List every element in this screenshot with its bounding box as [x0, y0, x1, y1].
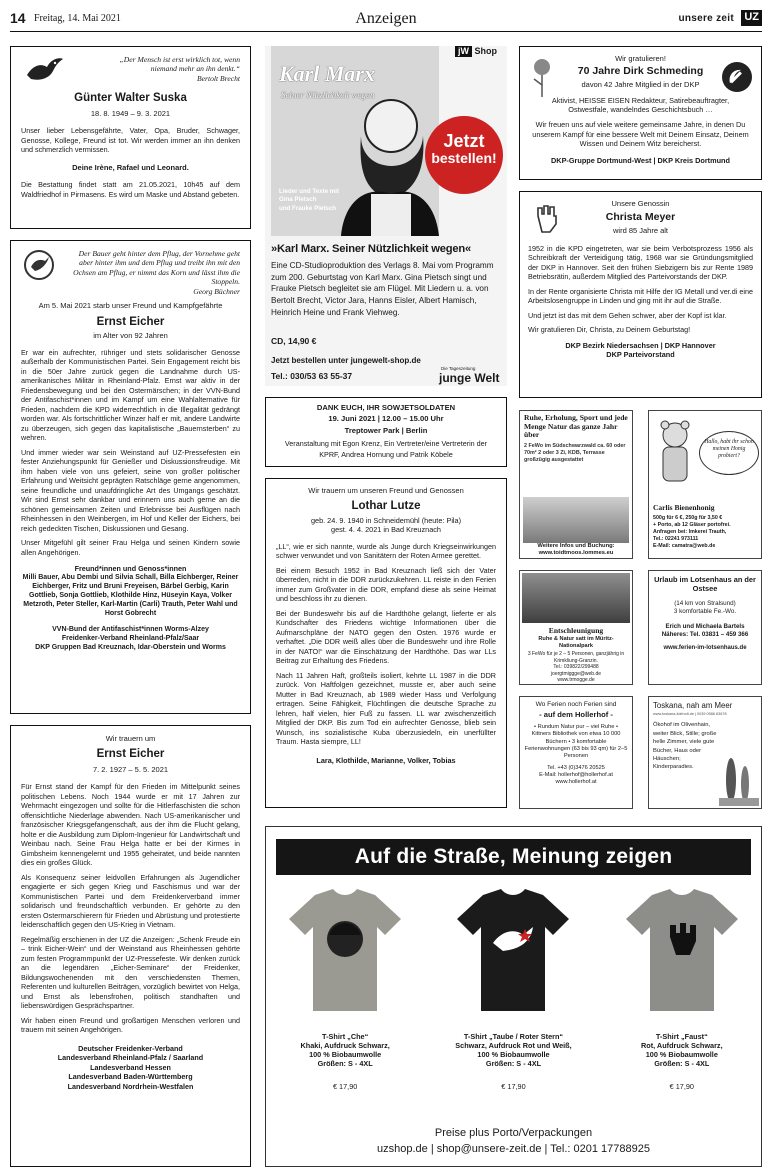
tshirt-che-sizes: Größen: S - 4XL	[317, 1059, 373, 1069]
schmeding-tags: Aktivist, HEISSE EISEN Redakteur, Satirebeauftragter, Ostwestfale, wandelndes Geschichtsbuch …	[551, 95, 730, 114]
eicher1-text-3: Unser Mitgefühl gilt seiner Frau Helga und seinen Kindern sowie allen Angehörigen.	[21, 538, 240, 557]
meyer-text-1: 1952 in die KPD eingetreten, war sie beim Verbotsprozess 1956 als Schreibkraft der Verteidigung tätig, 1968 war sie Gründungsmitglied der DKP in Hannover. Seit den frühen Siebzigern bis zur Rente 1989 Betriebsrätin, außerdem Mitglied des Parteivorstands der DKP.	[528, 243, 753, 282]
hollerhof-title: Wo Ferien noch Ferien sind	[535, 701, 617, 708]
cypress-trees-image	[719, 746, 759, 806]
sowjet-body: Veranstaltung mit Egon Krenz, Ein Vertreter/eine Vertreterin der KPRF, Andrea Hornung und Patrik Köbele	[284, 439, 488, 459]
tshirt-faust-sizes: Größen: S - 4XL	[654, 1059, 710, 1069]
eicher1-name: Ernst Eicher	[96, 315, 165, 328]
tshirt-taube-price: € 17,90	[501, 1082, 526, 1092]
eicher2-name: Ernst Eicher	[96, 748, 165, 761]
lotsen-web[interactable]: www.ferien-im-lotsenhaus.de	[663, 644, 747, 651]
meyer-text-4: Wir gratulieren Dir, Christa, zu Deinem Geburtstag!	[528, 325, 691, 335]
ruhe-text: 2 FeWo im Südschwarzwald ca. 60 oder 70m² 2 oder 3 Zi, KDB, Terrasse großzügig ausgestattet	[524, 443, 626, 463]
honig-bubble: Hallo, habt ihr schon meinen Honig probiert?	[699, 431, 759, 475]
toskana-text: Ökohof im Olivenhain, weiter Blick, Stille; große helle Zimmer, viele gute Bücher, Haus oder Häuschen; Kinderparadies.	[653, 722, 717, 771]
tshirt-che-image	[285, 885, 405, 1015]
tshirt-item-che[interactable]	[270, 885, 420, 1115]
tshirt-faust-fabric: 100 % Biobaumwolle	[645, 1050, 718, 1060]
meyer-text-2: In der Rente organisierte Christa mit Hilfe der IG Metall und ver.di eine Arbeitslosengruppe in Linden und ging mit ihr auf die Straße.	[528, 286, 753, 306]
entsch-title: Entschleunigung	[548, 626, 604, 635]
eicher1-friends-heading: Freund*innen und Genoss*innen	[74, 564, 187, 574]
eicher2-text-1: Für Ernst stand der Kampf für den Frieden im Mittelpunkt seines politischen Lebens. Noch 1944 wurde er mit 17 Jahren zur Wehrmacht eingezogen und sollte für die Hitlerfaschisten die schon offensichtliche Niederlage abwenden. Nach US-amerikanischer und französischer Kriegsgefangenschaft, aus der ihm die Flucht gelang, holte er die Ausbildung zum Diplom-Ingenieur für Landwirtschaft und Weinbau nach. Seine Frau Helga hatte er bei der Kirmes in Gimbsheim kennengelernt und 1955 geheiratet, und beide nannten dies ein großes Glück.	[21, 782, 240, 868]
lutze-text-2: Bei einem Besuch 1952 in Bad Kreuznach ließ sich der Vater überreden, nicht in die DDR zurückzukehren. LL reiste in den Ferien immer zum Großvater in die DDR, empfand diese als seine Heimat und beschloss ihr zu dienen.	[276, 565, 496, 604]
eicher1-intro: Am 5. Mai 2021 starb unser Freund und Kampfgefährte	[38, 301, 223, 311]
tshirt-taube-desc: Schwarz, Aufdruck Rot und Weiß,	[455, 1041, 572, 1051]
lotsen-sub: (14 km von Stralsund) 3 komfortable Fe.-Wo.	[673, 599, 737, 615]
marx-cover-title: Karl Marx	[279, 61, 375, 86]
hollerhof-contact: Tel. +43 (0)3476 20525 E-Mail: hollerhof@hollerhof.at www.hollerhof.at	[539, 764, 613, 786]
honig-name: Carlis Bienenhonig	[653, 503, 715, 512]
jw-shop-logo	[455, 46, 497, 57]
greeting-meyer	[519, 191, 762, 398]
tshirt-che-name: T-Shirt „Che“	[322, 1032, 369, 1041]
eicher2-text-4: Wir haben einen Freund und großartigen Menschen verloren und trauern mit seinen Angehörigen.	[21, 1015, 240, 1035]
ruhe-photo	[523, 497, 629, 543]
schmeding-intro: Wir gratulieren!	[615, 54, 666, 63]
sowjet-date: 19. Juni 2021 | 12.00 – 15.00 Uhr	[328, 414, 444, 424]
fist-icon	[532, 202, 562, 234]
marx-order: Jetzt bestellen unter jungewelt-shop.de	[271, 356, 421, 365]
bear-mascot	[653, 417, 697, 491]
lutze-text-1: „LL“, wie er sich nannte, wurde als Junge durch Kriegseinwirkungen schwer verwundet und von Sanitätern der Roten Armee gerettet.	[276, 541, 496, 561]
marx-cover	[271, 46, 439, 236]
meyer-name: Christa Meyer	[605, 211, 676, 224]
ad-ruhe-erholung[interactable]	[519, 410, 633, 559]
obituary-lutze	[265, 478, 507, 808]
eicher2-intro: Wir trauern um	[105, 734, 156, 743]
tshirt-faust-image	[622, 885, 742, 1015]
suska-funeral: Die Bestattung findet statt am 21.05.2021, 10h45 auf dem Waldfriedhof in Pirmasens. Es wird um Maske und Abstand gebeten.	[21, 180, 240, 199]
suska-signers: Deine Irène, Rafael und Leonard.	[72, 162, 189, 172]
peace-dove-icon	[23, 249, 55, 281]
tshirt-item-faust[interactable]	[607, 885, 757, 1115]
tshirt-item-taube[interactable]	[428, 885, 598, 1115]
obituary-suska	[10, 46, 251, 229]
ad-lotsenhaus[interactable]	[648, 570, 762, 685]
tshirt-footer-note: Preise plus Porto/Verpackungen	[434, 1127, 593, 1139]
eicher1-text-2: Und immer wieder war sein Weinstand auf UZ-Pressefesten ein fester Anziehungspunkt für Genießer und Diskussionsfreudige. Mit ihm haben viele von uns gefeiert, seine von großer politischer Erfahrung und Weitsicht geprägten Ratschläge gerne angenommen, seine freundliche und unaufdringliche Art des Umgangs geschätzt. Wir sind Ernst sehr dankbar und erinnern uns auch gerne an die schönen gemeinsamen Zeiten und Erlebnisse bei Ausflügen nach Rheinhessen in den Weinbergen, im Hof und Keller der Eichers, bei reich gedeckten Tischen, Diskussionen und Gesang.	[21, 447, 240, 533]
eicher1-text-1: Er war ein aufrechter, rühriger und stets solidarischer Genosse außerhalb der Kommunistischen Partei. Sein Engagement reicht bis in die 50er Jahre zurück gegen die Landnahme durch US-amerikanisches Militär in Rheinland-Pfalz. Ernst war aktiv in der Friedensbewegung und bei den Ostermärschen; in der VVN-Bund der Antifaschist*innen und im Kampf um eine Wahlalternative für Frieden, nachdem die KPD widerrechtlich in die Illegalität gedrängt worden war. Als fortschrittlicher Winzer half er mit, andere Landwirte zu überzeugen, sich gegen das kapitalistische „Bauernsterben“ zu wehren.	[21, 347, 240, 443]
suska-quote: „Der Mensch ist erst wirklich tot, wenn niemand mehr an ihn denkt.“	[119, 55, 240, 74]
ruhe-title: Ruhe, Erholung, Sport und jede Menge Natur das ganze Jahr über	[524, 413, 628, 440]
meyer-intro: Unsere Genossin	[611, 199, 670, 208]
marx-tel: Tel.: 030/53 63 55-37	[271, 371, 353, 381]
tshirt-che-desc: Khaki, Aufdruck Schwarz,	[300, 1041, 390, 1051]
lutze-intro: Wir trauern um unseren Freund und Genossen	[308, 486, 464, 495]
marx-cover-subtitle: Seiner Nützlichkeit wegen	[281, 90, 375, 100]
issue-date: Freitag, 14. Mai 2021	[34, 13, 121, 24]
entsch-text: 3 FeWo für je 2 – 5 Personen, ganzjährig in Krimkliung-Granzin. Tel.: 039822/299488 joergtmiggge@web.de www.trmogge.de	[527, 651, 625, 683]
entsch-sub: Ruhe & Natur satt im Müritz-Nationalpark	[538, 636, 614, 649]
lutze-born: geb. 24. 9. 1940 in Schneidemühl (heute: Pila)	[310, 515, 462, 525]
jw-shop-mark: jW	[455, 46, 472, 57]
jw-tagline: Die Tageszeitung	[441, 366, 476, 371]
tshirt-banner: Auf die Straße, Meinung zeigen	[276, 839, 751, 875]
ad-hollerhof[interactable]	[519, 696, 633, 809]
suska-name: Günter Walter Suska	[74, 92, 187, 105]
page-header	[10, 6, 762, 32]
obituary-eicher-freidenker	[10, 725, 251, 1167]
bestellen-label: bestellen!	[431, 150, 497, 166]
section-title: Anzeigen	[355, 10, 417, 27]
meyer-text-3: Und jetzt ist das mit dem Gehen schwer, aber der Kopf ist klar.	[528, 310, 727, 320]
eicher2-dates: 7. 2. 1927 – 5. 5. 2021	[92, 764, 169, 774]
hammer-sickle-icon	[721, 61, 753, 93]
eicher2-text-2: Als Konsequenz seiner leidvollen Erfahrungen als Jugendlicher engagierte er sich gegen Krieg und Faschismus und war der Kommunistischen Partei und dem Freidenkerverband immer solidarisch und freundschaftlich verbunden. Er gehörte zu den ersten Ostermarschierern für Frieden und Abrüstung und protestierte leidenschaftlich gegen den US-Krieg in Vietnam.	[21, 872, 240, 930]
entsch-photo	[522, 573, 630, 623]
marx-headline: »Karl Marx. Seiner Nützlichkeit wegen«	[271, 243, 472, 255]
greeting-schmeding	[519, 46, 762, 180]
jetzt-bestellen-badge[interactable]	[425, 116, 503, 194]
eicher1-orgs: VVN-Bund der Antifaschist*innen Worms-Alzey Freidenker-Verband Rheinland-Pfalz/Saar DKP Gruppen Bad Kreuznach, Idar-Oberstein und Worms	[35, 625, 226, 651]
eicher2-signers: Deutscher Freidenker-Verband Landesverband Rheinland-Pfalz / Saarland Landesverband Hessen Landesverband Baden-Württemberg Landesverband Nordrhein-Westfalen	[57, 1043, 204, 1091]
jetzt-label: Jetzt	[443, 131, 485, 151]
lutze-text-4: Nach 11 Jahren Haft, großteils isoliert, kehrte LL 1987 in die DDR zurück. Von Haftfolgen gezeichnet, musste er, aber auch seine Mutter in Bad Kreuznach, ab 1989 wieder Hass und Verfolgung ertragen. Seine Fähigkeit, Flüchtlingen die deutsche Sprache zu lehren, half vielen, hier Fuß zu fassen. LL war zwischenzeitlich Mitglied der DKP. Bis zum Tod ein aufrechter Genosse, blieb sein Wunsch, ins sozialistische Kuba überzusiedeln, ein unerfüllter Traum. Hasta siempre, LL!	[276, 670, 496, 747]
honig-text: 500g für 6 €, 250g für 3,50 € + Porto, ab 12 Gläser portofrei. Anfragen bei: Imkerei Trauth, Tel.: 02241 973111 E-Mail: camatra@web.de	[653, 515, 731, 549]
marx-body: Eine CD-Studioproduktion des Verlags 8. Mai vom Programm zum 200. Geburtstag von Karl Marx. Gina Pietsch singt und Frauke Pietsch begleitet sie am Flügel. Mit Liedern u. a. von Bertolt Brecht, Victor Jara, Hanns Eisler, Albert Hamisch, Heinrich Heine und Frank Viehweg.	[271, 261, 494, 317]
meyer-signers: DKP Bezirk Niedersachsen | DKP Hannover DKP Parteivorstand	[565, 340, 716, 359]
eicher1-age: im Alter von 92 Jahren	[93, 331, 168, 341]
ad-toskana[interactable]	[648, 696, 762, 809]
sowjet-title: DANK EUCH, IHR SOWJETSOLDATEN	[316, 403, 456, 412]
marx-price: CD, 14,90 €	[271, 336, 317, 346]
suska-quote-author: Bertolt Brecht	[197, 73, 240, 83]
tshirt-shop-ad[interactable]	[265, 826, 762, 1167]
ad-entschleunigung[interactable]	[519, 570, 633, 685]
carnation-icon	[528, 57, 556, 97]
sowjet-event-ad	[265, 397, 507, 467]
schmeding-name: 70 Jahre Dirk Schmeding	[577, 65, 704, 78]
toskana-url[interactable]: www.toskana-lideholt.de | 0039 0586 83678	[653, 711, 727, 716]
marx-portrait	[331, 86, 439, 236]
tshirt-grid	[266, 885, 761, 1115]
ruhe-footer: Weitere Infos und Buchung: www.toidtmoos.lommes.eu	[520, 543, 632, 557]
jw-shop-text: Shop	[474, 46, 498, 56]
lutze-died: gest. 4. 4. 2021 in Bad Kreuznach	[331, 524, 441, 534]
schmeding-sub: davon 42 Jahre Mitglied in der DKP	[581, 79, 700, 89]
tshirt-taube-name: T-Shirt „Taube / Roter Stern“	[463, 1032, 564, 1041]
tshirt-taube-fabric: 100 % Biobaumwolle	[477, 1050, 550, 1060]
dove-icon	[23, 55, 65, 85]
page-number: 14	[10, 10, 26, 26]
tshirt-taube-image	[453, 885, 573, 1015]
hollerhof-text: • Rundum Natur pur – viel Ruhe • Kittners Bibliothek von etwa 10 000 Büchern • 3 komfortable Ferienwohnungen (63 bis 93 qm) für 2–5 Personen	[524, 723, 628, 760]
brand-logo: UZ	[741, 10, 762, 26]
toskana-title: Toskana, nah am Meer	[653, 701, 733, 710]
lotsen-title: Urlaub im Lotsenhaus an der Ostsee	[654, 575, 756, 594]
eicher1-quote: Der Bauer geht hinter dem Pflug, der Vornehme geht aber hinter ihm und dem Pflug und treibt ihn mit den Ochsen am Pflug, er nimmt das Korn und lässt ihm die Stoppeln.	[73, 249, 240, 287]
sowjet-place: Treptower Park | Berlin	[344, 425, 428, 435]
tshirt-faust-price: € 17,90	[669, 1082, 694, 1092]
tshirt-taube-sizes: Größen: S - 4XL	[485, 1059, 542, 1069]
lutze-signers: Lara, Klothilde, Marianne, Volker, Tobias	[316, 755, 456, 765]
tshirt-faust-desc: Rot, Aufdruck Schwarz,	[640, 1041, 723, 1051]
schmeding-signers: DKP-Gruppe Dortmund-West | DKP Kreis Dortmund	[551, 155, 730, 165]
obituary-eicher-friends	[10, 240, 251, 714]
tshirt-footer-contact[interactable]: uzshop.de | shop@unsere-zeit.de | Tel.: 0201 17788925	[377, 1143, 650, 1155]
eicher1-quote-author: Georg Büchner	[193, 286, 240, 296]
brand-name: unsere zeit	[678, 13, 734, 24]
marx-cover-credits: Lieder und Texte mit Gina Pietsch und Frauke Pietsch	[279, 188, 340, 212]
lotsen-contact: Erich und Michaela Bartels Näheres: Tel. 03831 – 459 366	[661, 622, 749, 639]
ad-bienenhonig[interactable]	[648, 410, 762, 559]
eicher1-friends: Milli Bauer, Abu Dembi und Silvia Schall, Billa Eichberger, Reiner Eichberger, Fritz und Bruni Freyeisen, Bärbel Gerbig, Karin Gottlieb, Sonja Gottlieb, Klothilde Hinz, Hüseyin Kaya, Volker Metzroth, Peter Steller, Karl-Martin (Carli) Trauth, Peter Wahl und Horst Gobrecht	[22, 574, 239, 618]
tshirt-faust-name: T-Shirt „Faust“	[655, 1032, 708, 1041]
marx-cd-ad[interactable]	[265, 46, 507, 386]
hollerhof-name: - auf dem Hollerhof -	[539, 710, 613, 720]
schmeding-body: Wir freuen uns auf viele weitere gemeinsame Jahre, in denen Du unserem Kampf für eine bessere Welt mit Deinem Einsatz, Deinem Wissen und Deinem Witz bereicherst.	[532, 120, 749, 149]
tshirt-che-price: € 17,90	[332, 1082, 358, 1092]
eicher2-text-3: Regelmäßig erschienen in der UZ die Anzeigen: „Schenk Freude ein – trink Eicher-Wein“ und der Weinstand aus Rheinhessen gehörte zum festen Programmpunkt der UZ-Pressefeste. Wir denken zurück an die legendären „Eicher-Seminare“ der Freidenker, Bildungswochenenden mit den verschiedensten Themen, Referenten und kulturellen Beiträgen, vorzüglich bewirtet von Helga, und Ernst als lebensfrohen, politisch standhaften und liebenswürdigen Gesprächspartner.	[21, 934, 240, 1011]
jw-logo: junge Welt	[439, 371, 500, 385]
suska-dates: 18. 8. 1949 – 9. 3. 2021	[90, 108, 171, 118]
tshirt-che-fabric: 100 % Biobaumwolle	[309, 1050, 382, 1060]
lutze-name: Lothar Lutze	[351, 500, 421, 513]
meyer-sub: wird 85 Jahre alt	[612, 225, 669, 235]
suska-text: Unser lieber Lebensgefährte, Vater, Opa, Bruder, Schwager, Genosse, Kollege, Freund ist tot. Wir werden immer an ihn denken und schmerzlich vermissen.	[21, 126, 240, 155]
lutze-text-3: Bei der Bundeswehr bis auf die Hardthöhe gelangt, lieferte er als Kundschafter des Friedens wichtige Informationen über die Aufmarschpläne der NATO gegen den Osten. 1976 wurde er verhaftet. „Die DDR weiß alles über die Bundeswehr und ihre Rolle in der NATO!“ war die Einschätzung der Hardthöhe. Das war LLs Beitrag zur Erhaltung des Friedens.	[276, 608, 496, 666]
